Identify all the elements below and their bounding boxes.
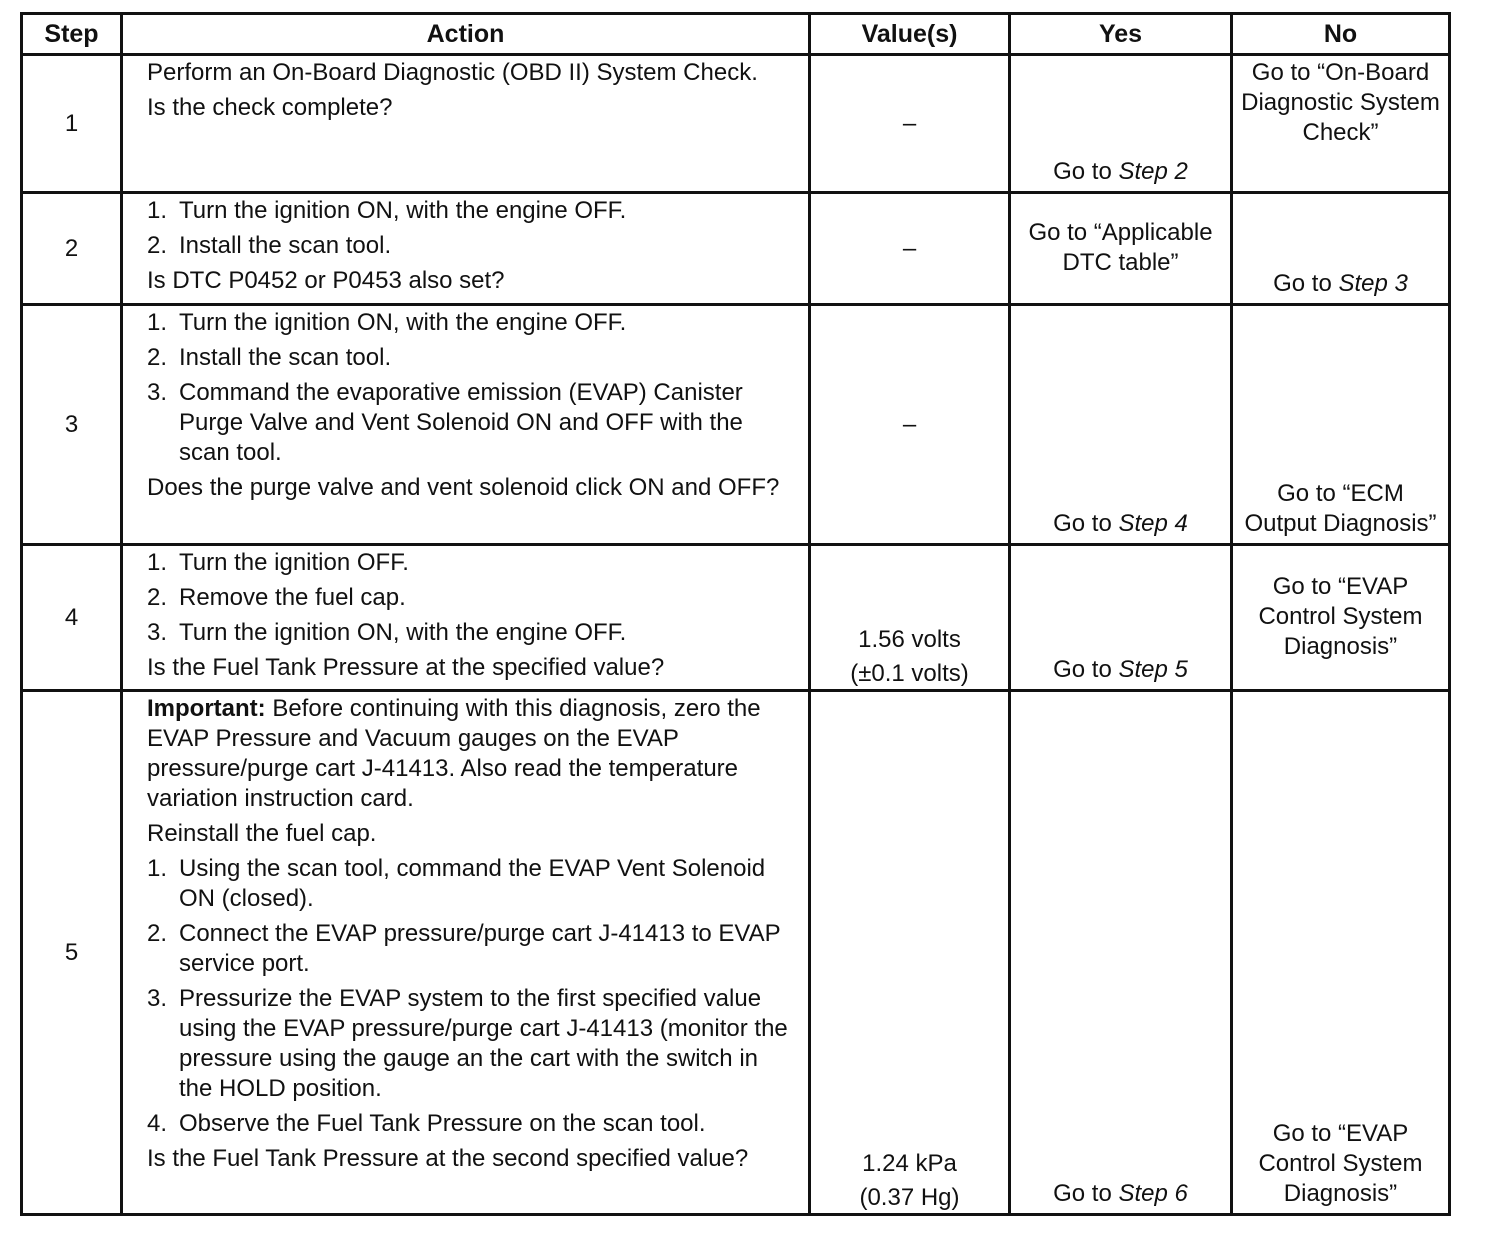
action-question: Is DTC P0452 or P0453 also set? [147,267,505,294]
header-step: Step [22,14,122,55]
list-item: 2. Install the scan tool. [147,344,392,371]
step-link: Step 3 [1338,270,1408,297]
important-label: Important: [147,695,266,722]
table-row [22,545,1450,691]
step-link: Step 2 [1118,158,1188,185]
value-primary: 1.24 kPa [862,1150,957,1177]
yes-cell: Go to Step 6 [1010,691,1232,1215]
diagnostic-table [20,12,1451,1216]
action-cell [122,55,810,193]
yes-cell: Go to Step 5 [1010,545,1232,691]
action-cell [122,691,810,1215]
list-item: 1. Turn the ignition ON, with the engine OFF. [147,197,627,224]
action-question: Is the Fuel Tank Pressure at the second specified value? [147,1145,749,1172]
step-number: 2 [22,193,122,305]
value-cell: – [810,305,1010,545]
no-cell: Go to “On-Board Diagnostic System Check” [1232,55,1450,193]
value-cell: – [810,193,1010,305]
list-item: 3. Pressurize the EVAP system to the first specified value using the EVAP pressure/purge cart J-41413 (monitor the pressure using the gauge an the cart with the switch in the HOLD position. [147,985,788,1102]
table-row [22,193,1450,305]
list-item: 4. Observe the Fuel Tank Pressure on the scan tool. [147,1110,706,1137]
action-cell [122,193,810,305]
value-secondary: (±0.1 volts) [850,660,969,687]
table-row [22,55,1450,193]
step-link: Step 6 [1118,1180,1188,1207]
header-action: Action [122,14,810,55]
action-question: Does the purge valve and vent solenoid click ON and OFF? [147,474,780,501]
no-cell: Go to Step 3 [1232,193,1450,305]
value-secondary: (0.37 Hg) [859,1184,960,1211]
step-number: 1 [22,55,122,193]
table-row [22,305,1450,545]
list-item: 2. Install the scan tool. [147,232,392,259]
action-cell [122,545,810,691]
yes-cell: Go to Step 2 [1010,55,1232,193]
list-item: 2. Connect the EVAP pressure/purge cart J-41413 to EVAP service port. [147,920,781,977]
step-list [147,196,790,261]
list-item: 3. Turn the ignition ON, with the engine OFF. [147,619,627,646]
value-cell: – [810,55,1010,193]
step-number: 4 [22,545,122,691]
list-item: 1. Using the scan tool, command the EVAP Vent Solenoid ON (closed). [147,855,766,912]
no-cell: Go to “EVAP Control System Diagnosis” [1232,545,1450,691]
value-cell [810,545,1010,691]
header-no: No [1232,14,1450,55]
list-item: 1. Turn the ignition OFF. [147,549,409,576]
step-link: Step 4 [1118,510,1188,537]
header-values: Value(s) [810,14,1010,55]
list-item: 2. Remove the fuel cap. [147,584,406,611]
action-intro: Perform an On-Board Diagnostic (OBD II) System Check. [147,59,758,86]
no-cell: Go to “ECM Output Diagnosis” [1232,305,1450,545]
no-cell: Go to “EVAP Control System Diagnosis” [1232,691,1450,1215]
header-yes: Yes [1010,14,1232,55]
step-link: Step 5 [1118,656,1188,683]
table-row [22,691,1450,1215]
action-question: Is the check complete? [147,94,393,121]
action-question: Is the Fuel Tank Pressure at the specified value? [147,654,665,681]
value-cell [810,691,1010,1215]
action-cell [122,305,810,545]
list-item: 3. Command the evaporative emission (EVAP) Canister Purge Valve and Vent Solenoid ON and OFF with the scan tool. [147,379,743,466]
step-list [147,854,790,1139]
step-number: 5 [22,691,122,1215]
step-number: 3 [22,305,122,545]
yes-cell: Go to “Applicable DTC table” [1010,193,1232,305]
action-note: Reinstall the fuel cap. [147,820,377,847]
list-item: 1. Turn the ignition ON, with the engine OFF. [147,309,627,336]
important-note [147,694,790,814]
step-list [147,548,790,648]
important-text: Before continuing with this diagnosis, zero the EVAP Pressure and Vacuum gauges on the EVAP pressure/purge cart J-41413. Also read the temperature variation instruction card. [147,695,761,812]
step-list [147,308,790,468]
value-primary: 1.56 volts [858,626,961,653]
header-row [22,14,1450,55]
yes-cell: Go to Step 4 [1010,305,1232,545]
